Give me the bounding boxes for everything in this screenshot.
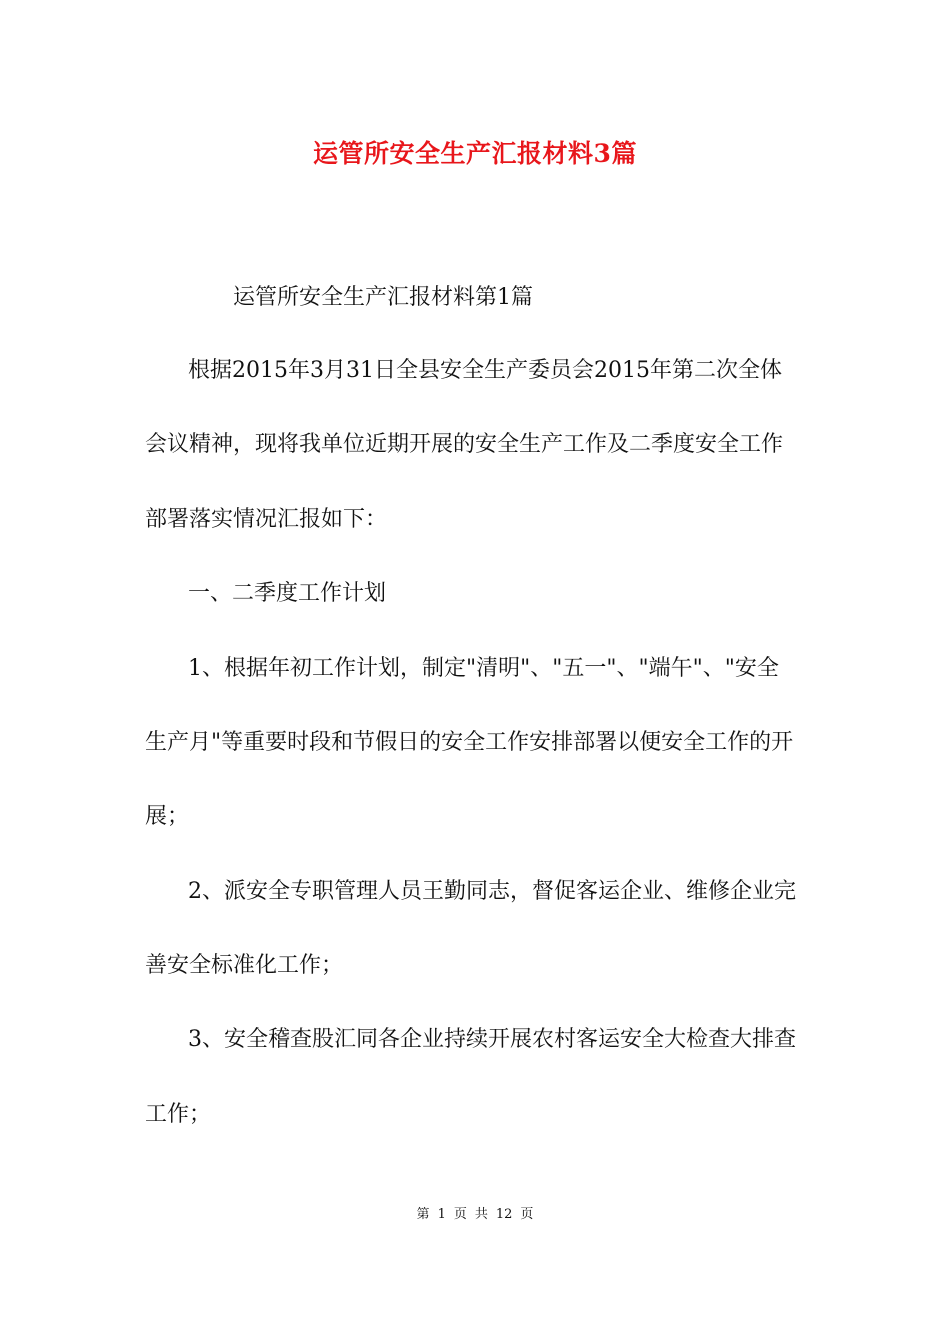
- paragraph-line: 2、派安全专职管理人员王勤同志，督促客运企业、维修企业完: [188, 879, 796, 904]
- document-title: 运管所安全生产汇报材料3篇: [313, 139, 637, 168]
- paragraph-line: 工作；: [145, 1102, 212, 1127]
- footer-mid1: 页: [453, 1207, 467, 1222]
- page-footer: [0, 1206, 950, 1224]
- paragraph-line: 生产月"等重要时段和节假日的安全工作安排部署以便安全工作的开: [145, 730, 794, 755]
- footer-total-pages: 12: [495, 1207, 513, 1222]
- paragraph-line: 展；: [145, 804, 190, 829]
- section-heading: 运管所安全生产汇报材料第1篇: [233, 285, 533, 310]
- subsection-heading: 一、二季度工作计划: [188, 581, 387, 606]
- paragraph-line: 部署落实情况汇报如下：: [145, 507, 388, 532]
- footer-suffix: 页: [520, 1207, 534, 1222]
- paragraph-line: 善安全标准化工作；: [145, 953, 344, 978]
- footer-page-number: 1: [437, 1207, 446, 1222]
- paragraph-line: 1、根据年初工作计划，制定"清明"、"五一"、"端午"、"安全: [188, 656, 779, 681]
- paragraph-line: 会议精神，现将我单位近期开展的安全生产工作及二季度安全工作: [145, 432, 784, 457]
- paragraph-line: 根据2015年3月31日全县安全生产委员会2015年第二次全体: [188, 358, 782, 383]
- paragraph-line: 3、安全稽查股汇同各企业持续开展农村客运安全大检查大排查: [188, 1027, 796, 1052]
- footer-prefix: 第: [416, 1207, 430, 1222]
- footer-mid2: 共: [474, 1207, 488, 1222]
